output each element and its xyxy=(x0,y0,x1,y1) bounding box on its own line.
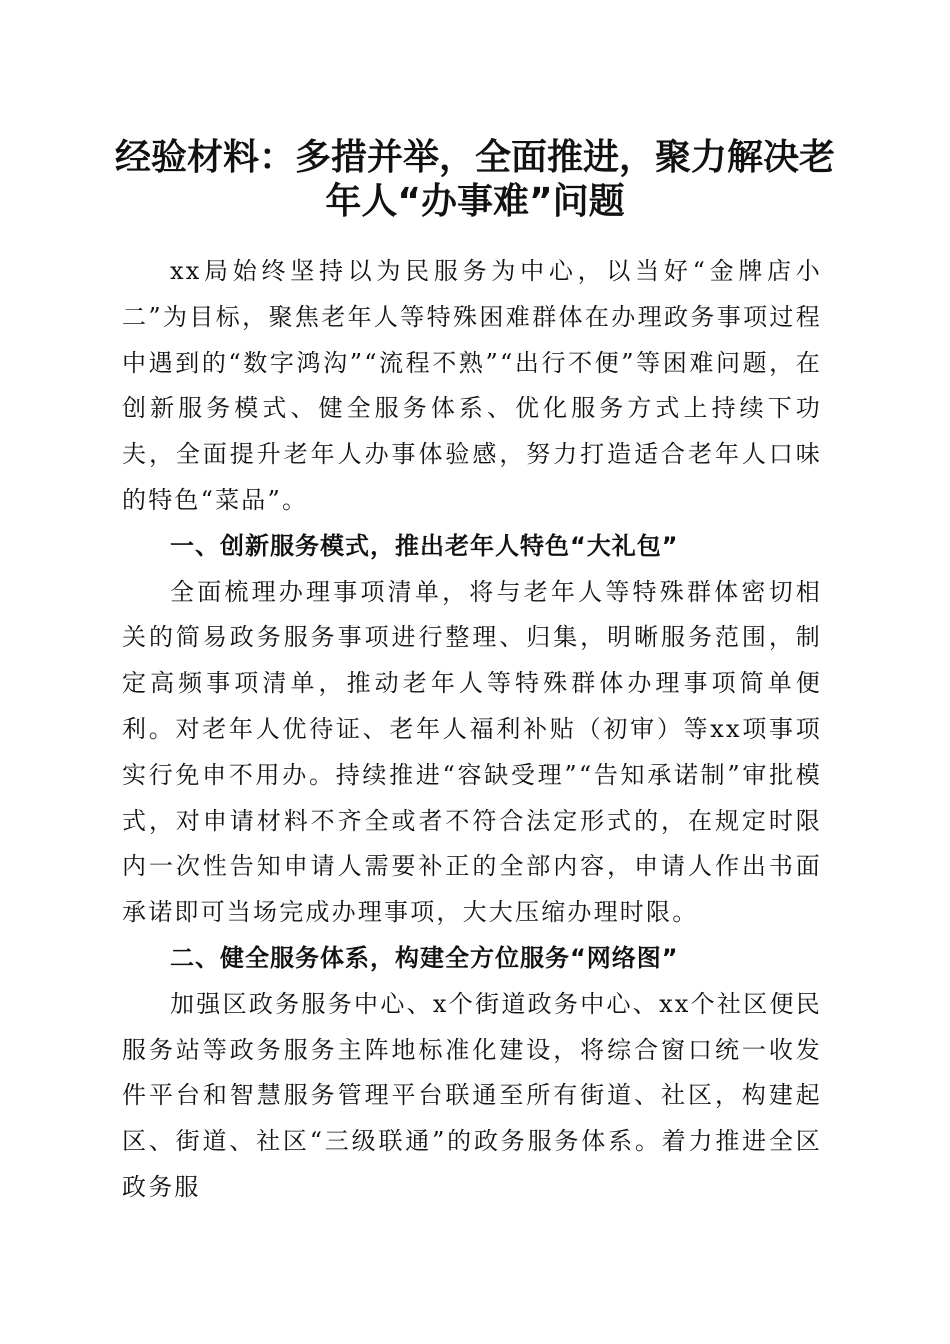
section-2-paragraph: 加强区政务服务中心、x个街道政务中心、xx个社区便民服务站等政务服务主阵地标准化建设，将综合窗口统一收发件平台和智慧服务管理平台联通至所有街道、社区，构建起区、街道、社区“三级联通”的政务服务体系。着力推进全区政务服 xyxy=(122,989,822,1201)
section-1-paragraph: 全面梳理办理事项清单，将与老年人等特殊群体密切相关的简易政务服务事项进行整理、归集，明晰服务范围，制定高频事项清单，推动老年人等特殊群体办理事项简单便利。对老年人优待证、老年人福利补贴（初审）等xx项事项实行免申不用办。持续推进“容缺受理”“告知承诺制”审批模式，对申请材料不齐全或者不符合法定形式的，在规定时限内一次性告知申请人需要补正的全部内容，申请人作出书面承诺即可当场完成办理事项，大大压缩办理时限。 xyxy=(122,577,822,927)
document-body xyxy=(122,249,822,1211)
section-1-heading: 一、创新服务模式，推出老年人特色“大礼包” xyxy=(170,531,679,560)
document-title: 经验材料：多措并举，全面推进，聚力解决老年人“办事难”问题 xyxy=(114,137,835,222)
section-2-heading: 二、健全服务体系，构建全方位服务“网络图” xyxy=(170,943,679,972)
intro-paragraph: xx局始终坚持以为民服务为中心，以当好“金牌店小二”为目标，聚焦老年人等特殊困难群体在办理政务事项过程中遇到的“数字鸿沟”“流程不熟”“出行不便”等困难问题，在创新服务模式、健全服务体系、优化服务方式上持续下功夫，全面提升老年人办事体验感，努力打造适合老年人口味的特色“菜品”。 xyxy=(122,257,822,514)
